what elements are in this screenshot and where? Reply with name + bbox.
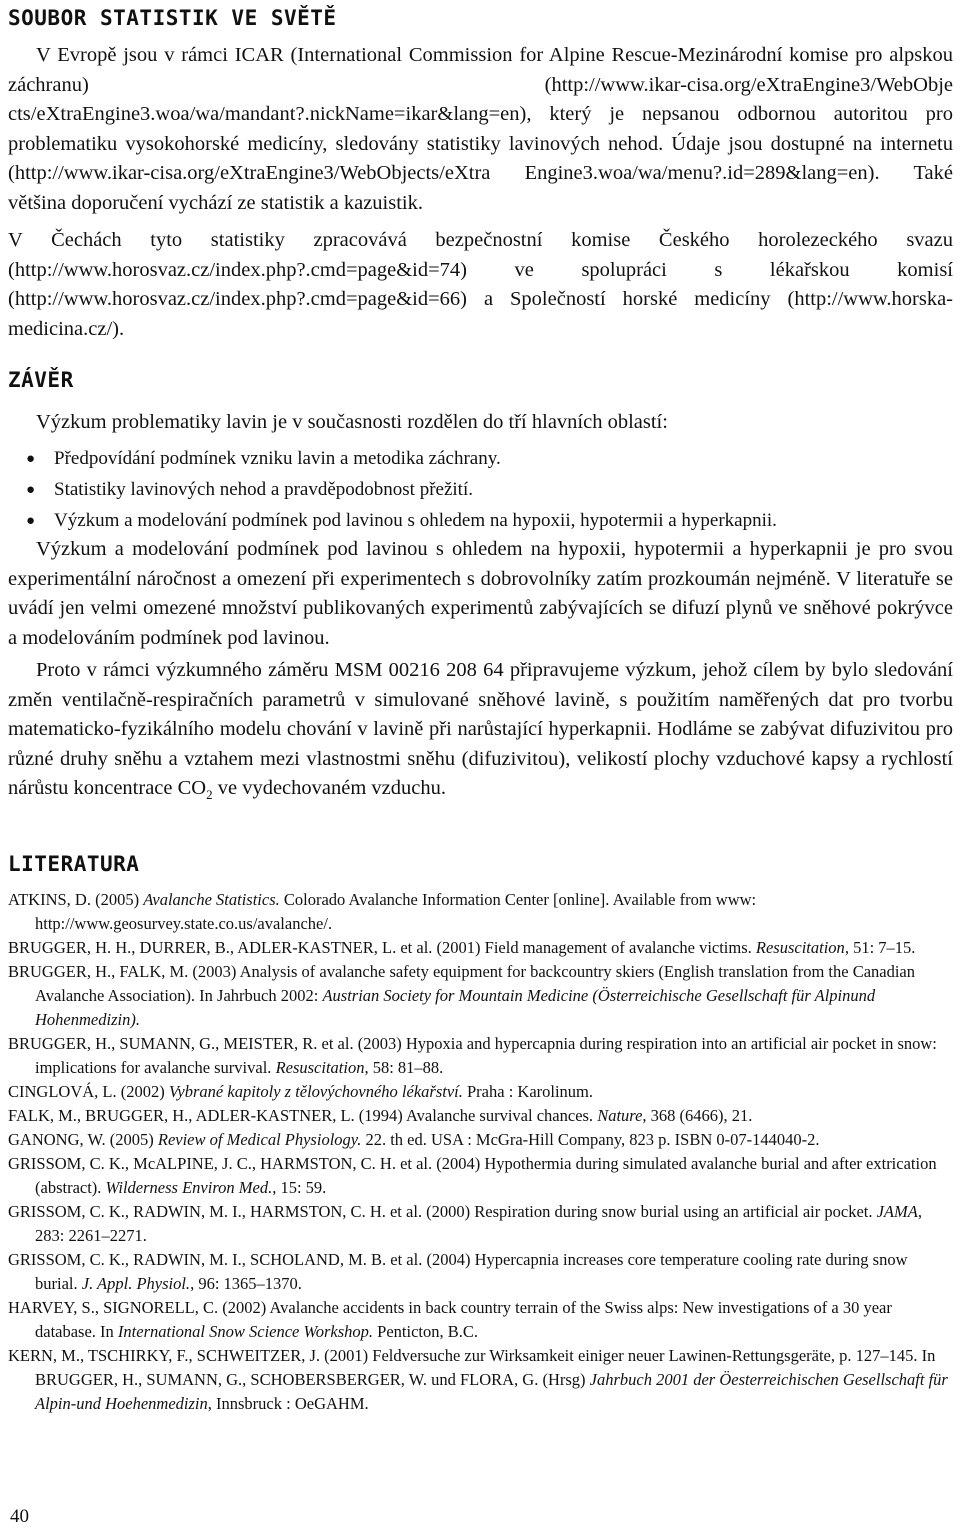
- reference-details: , 58: 81–88.: [364, 1058, 444, 1077]
- reference-item: [8, 1128, 954, 1152]
- reference-item: [8, 1296, 954, 1344]
- reference-title: Austrian Society for Mountain Medicine (Österreichische Gesellschaft für Alpinund Hohenmedizin).: [35, 986, 876, 1029]
- reference-text: FALK, M., BRUGGER, H., ADLER-KASTNER, L. (1994) Avalanche survival chances.: [8, 1106, 598, 1125]
- reference-item: [8, 1152, 954, 1200]
- reference-text: GRISSOM, C. K., McALPINE, J. C., HARMSTON, C. H. et al. (2004) Hypothermia during simulated avalanche burial and after extrication (abstract).: [8, 1154, 937, 1197]
- section-title-literature: LITERATURA: [8, 852, 140, 876]
- paragraph-conclusion-intro: Výzkum problematiky lavin je v současnosti rozdělen do tří hlavních oblastí:: [36, 411, 668, 433]
- list-item-text: Výzkum a modelování podmínek pod lavinou s ohledem na hypoxii, hypotermii a hyperkapnii.: [54, 510, 777, 531]
- reference-details: , 51: 7–15.: [844, 938, 916, 957]
- list-item: [26, 444, 956, 475]
- reference-text: BRUGGER, H., SUMANN, G., MEISTER, R. et al. (2003) Hypoxia and hypercapnia during respiration into an artificial air pocket in snow: implications for avalanche survival.: [8, 1034, 937, 1077]
- list-item-text: Statistiky lavinových nehod a pravděpodobnost přežití.: [54, 479, 473, 500]
- reference-text: HARVEY, S., SIGNORELL, C. (2002) Avalanche accidents in back country terrain of the Swiss alps: New investigations of a 30 year database. In: [8, 1298, 892, 1341]
- reference-title: Avalanche Statistics.: [143, 890, 280, 909]
- reference-title: Resuscitation: [275, 1058, 365, 1077]
- research-areas-list: [26, 444, 956, 537]
- reference-title: Resuscitation: [755, 938, 845, 957]
- bullet-icon: ●: [26, 513, 36, 529]
- reference-item: [8, 936, 954, 960]
- paragraph-research-plan: [8, 656, 953, 804]
- reference-details: , 368 (6466), 21.: [642, 1106, 753, 1125]
- reference-item: [8, 1344, 954, 1416]
- reference-text: GANONG, W. (2005): [8, 1130, 158, 1149]
- reference-details: , 96: 1365–1370.: [190, 1274, 302, 1293]
- reference-item: [8, 1032, 954, 1080]
- reference-text: GRISSOM, C. K., RADWIN, M. I., SCHOLAND, M. B. et al. (2004) Hypercapnia increases core temperature cooling rate during snow burial.: [8, 1250, 908, 1293]
- section-title-conclusion: ZÁVĚR: [8, 368, 74, 392]
- reference-title: Wilderness Environ Med.: [105, 1178, 273, 1197]
- reference-title: J. Appl. Physiol.: [81, 1274, 191, 1293]
- reference-title: Nature: [597, 1106, 643, 1125]
- reference-text: BRUGGER, H., FALK, M. (2003) Analysis of avalanche safety equipment for backcountry skiers (English translation from the Canadian Avalanche Association). In Jahrbuch 2002:: [8, 962, 916, 1005]
- research-plan-text: Proto v rámci výzkumného záměru MSM 00216 208 64 připravujeme výzkum, jehož cílem by bylo sledování změn ventilačně-respiračních parametrů v simulované sněhové lavině, s použitím naměřených dat pro tvorbu matematicko-fyzikálního modelu chování v lavině při narůstající hyperkapnii. Hodláme se zabývat difuzivitou pro různé druhy sněhu a vztahem mezi vlastnostmi sněhu (difuzivitou), velikostí plochy vzduchové kapsy a rychlostí nárůstu koncentrace CO: [8, 659, 953, 799]
- reference-details: , 283: 2261–2271.: [35, 1202, 922, 1245]
- reference-item: [8, 1248, 954, 1296]
- research-plan-end: ve vydechovaném vzduchu.: [212, 777, 446, 799]
- reference-item: [8, 1104, 954, 1128]
- reference-title: International Snow Science Workshop.: [117, 1322, 374, 1341]
- reference-details: Colorado Avalanche Information Center [online]. Available from www: http://www.geosurvey.state.co.us/avalanche/.: [35, 890, 757, 933]
- reference-item: [8, 888, 954, 936]
- reference-details: Praha : Karolinum.: [462, 1082, 594, 1101]
- reference-details: , 15: 59.: [272, 1178, 327, 1197]
- reference-text: ATKINS, D. (2005): [8, 890, 144, 909]
- reference-details: 22. th ed. USA : McGra-Hill Company, 823 p. ISBN 0-07-144040-2.: [361, 1130, 820, 1149]
- reference-item: [8, 1080, 954, 1104]
- reference-details: Penticton, B.C.: [373, 1322, 478, 1341]
- section-title-statistics: SOUBOR STATISTIK VE SVĚTĚ: [8, 6, 337, 30]
- reference-item: [8, 960, 954, 1032]
- reference-text: BRUGGER, H. H., DURRER, B., ADLER-KASTNER, L. et al. (2001) Field management of avalanche victims.: [8, 938, 756, 957]
- reference-title: JAMA: [876, 1202, 918, 1221]
- reference-title: Jahrbuch 2001 der Öesterreichischen Gesellschaft für Alpin-und Hoehenmedizin: [35, 1370, 948, 1413]
- reference-title: Review of Medical Physiology.: [157, 1130, 362, 1149]
- paragraph-icar: V Evropě jsou v rámci ICAR (International Commission for Alpine Rescue-Mezinárodní komise pro alpskou záchranu) (http://www.ikar-cisa.org/eXtraEngine3/WebObje cts/eXtraEngine3.woa/wa/mandant?.nickName=ikar&lang=en), který je nepsanou odbornou autoritou pro problematiku vysokohorské medicíny, sledovány statistiky lavinových nehod. Údaje jsou dostupné na internetu (http://www.ikar-cisa.org/eXtraEngine3/WebObjects/eXtra Engine3.woa/wa/menu?.id=289&lang=en). Také většina doporučení vychází ze statistik a kazuistik.: [8, 44, 953, 214]
- reference-details: , Innsbruck : OeGAHM.: [207, 1394, 369, 1413]
- list-item: [26, 475, 956, 506]
- reference-text: KERN, M., TSCHIRKY, F., SCHWEITZER, J. (2001) Feldversuche zur Wirksamkeit einiger neuer Lawinen-Rettungsgeräte, p. 127–145. In BRUGGER, H., SUMANN, G., SCHOBERSBERGER, W. und FLORA, G. (Hrsg): [8, 1346, 936, 1389]
- reference-text: CINGLOVÁ, L. (2002): [8, 1082, 169, 1101]
- bullet-icon: ●: [26, 451, 36, 467]
- reference-text: GRISSOM, C. K., RADWIN, M. I., HARMSTON, C. H. et al. (2000) Respiration during snow burial using an artificial air pocket.: [8, 1202, 877, 1221]
- page-number: 40: [10, 1506, 29, 1527]
- co2-subscript: 2: [206, 787, 213, 802]
- list-item: [26, 506, 956, 537]
- reference-list: [8, 888, 954, 1416]
- reference-item: [8, 1200, 954, 1248]
- list-item-text: Předpovídání podmínek vzniku lavin a metodika záchrany.: [54, 448, 501, 469]
- reference-title: Vybrané kapitoly z tělovýchovného lékařství.: [168, 1082, 463, 1101]
- paragraph-modeling: Výzkum a modelování podmínek pod lavinou s ohledem na hypoxii, hypotermii a hyperkapnii je pro svou experimentální náročnost a omezení při experimentech s dobrovolníky zatím prozkoumán nejméně. V literatuře se uvádí jen velmi omezené množství publikovaných experimentů zabývajících se difuzí plynů ve sněhové pokrývce a modelováním podmínek pod lavinou.: [8, 538, 953, 649]
- paragraph-czech-statistics: V Čechách tyto statistiky zpracovává bezpečnostní komise Českého horolezeckého svazu (http://www.horosvaz.cz/index.php?.cmd=page&id=74) ve spolupráci s lékařskou komisí (http://www.horosvaz.cz/index.php?.cmd=page&id=66) a Společností horské medicíny (http://www.horska-medicina.cz/).: [8, 229, 953, 340]
- bullet-icon: ●: [26, 482, 36, 498]
